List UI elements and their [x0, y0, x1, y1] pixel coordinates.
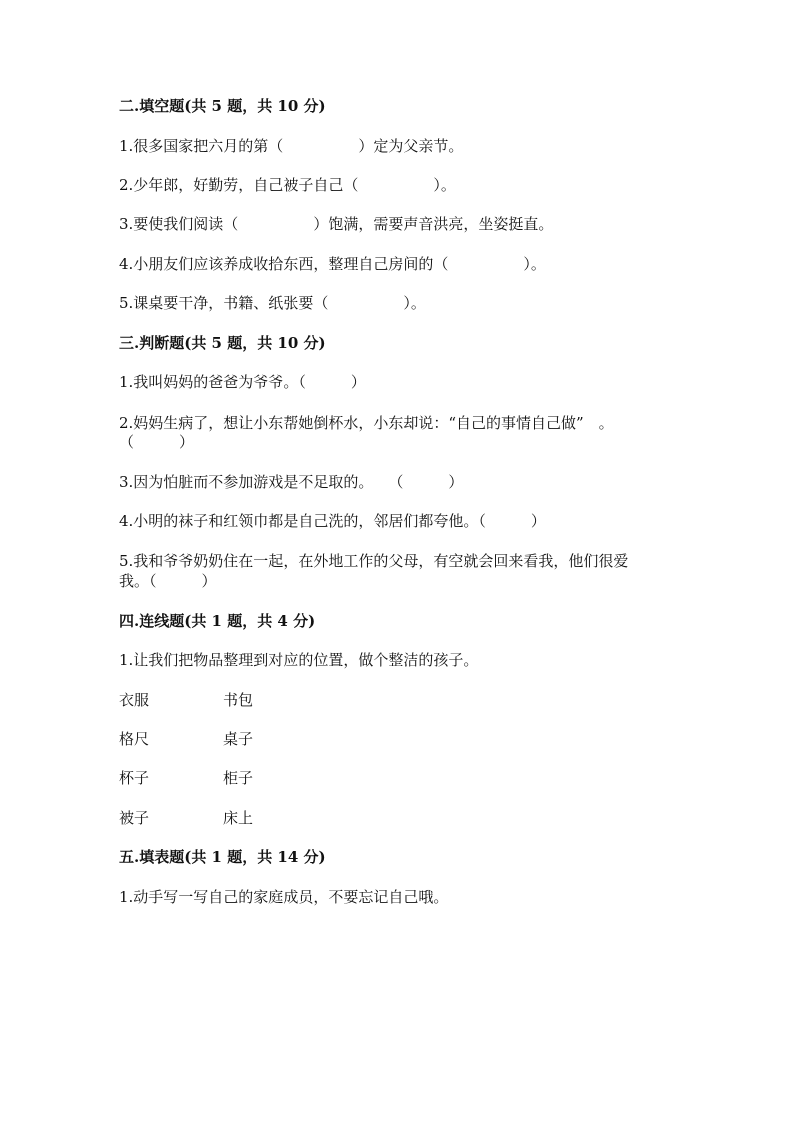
- matching-right-item: 柜子: [223, 769, 254, 787]
- fill-blank-question-4: 4.小朋友们应该养成收拾东西，整理自己房间的（ ）。: [119, 255, 546, 273]
- matching-question-1: 1.让我们把物品整理到对应的位置，做个整洁的孩子。: [119, 651, 479, 669]
- matching-left-item: 格尺: [119, 730, 150, 748]
- matching-right-item: 书包: [223, 691, 254, 709]
- judge-question-5-line-2: 我。（ ）: [119, 572, 217, 590]
- judge-question-1: 1.我叫妈妈的爸爸为爷爷。（ ）: [119, 373, 366, 391]
- fill-blank-question-5: 5.课桌要干净，书籍、纸张要（ ）。: [119, 294, 426, 312]
- fill-blank-question-1: 1.很多国家把六月的第（ ）定为父亲节。: [119, 137, 464, 155]
- matching-left-item: 杯子: [119, 769, 150, 787]
- section-heading-matching: 四.连线题(共 1 题，共 4 分): [119, 612, 316, 630]
- section-heading-table: 五.填表题(共 1 题，共 14 分): [119, 848, 326, 866]
- judge-question-4: 4.小明的袜子和红领巾都是自己洗的，邻居们都夸他。（ ）: [119, 512, 546, 530]
- judge-question-2-line-2: （ ）: [119, 433, 195, 451]
- judge-question-3: 3.因为怕脏而不参加游戏是不足取的。 （ ）: [119, 473, 464, 491]
- matching-left-item: 衣服: [119, 691, 150, 709]
- matching-right-item: 桌子: [223, 730, 254, 748]
- judge-question-2-line-1: 2.妈妈生病了，想让小东帮她倒杯水，小东却说：“自己的事情自己做” 。: [119, 414, 614, 432]
- fill-blank-question-3: 3.要使我们阅读（ ）饱满，需要声音洪亮，坐姿挺直。: [119, 215, 554, 233]
- section-heading-judge: 三.判断题(共 5 题，共 10 分): [119, 334, 326, 352]
- matching-left-item: 被子: [119, 809, 150, 827]
- matching-right-item: 床上: [223, 809, 254, 827]
- fill-blank-question-2: 2.少年郎，好勤劳，自己被子自己（ ）。: [119, 176, 456, 194]
- judge-question-5-line-1: 5.我和爷爷奶奶住在一起，在外地工作的父母，有空就会回来看我，他们很爱: [119, 552, 629, 570]
- table-question-1: 1.动手写一写自己的家庭成员，不要忘记自己哦。: [119, 888, 449, 906]
- section-heading-fill-blank: 二.填空题(共 5 题，共 10 分): [119, 97, 326, 115]
